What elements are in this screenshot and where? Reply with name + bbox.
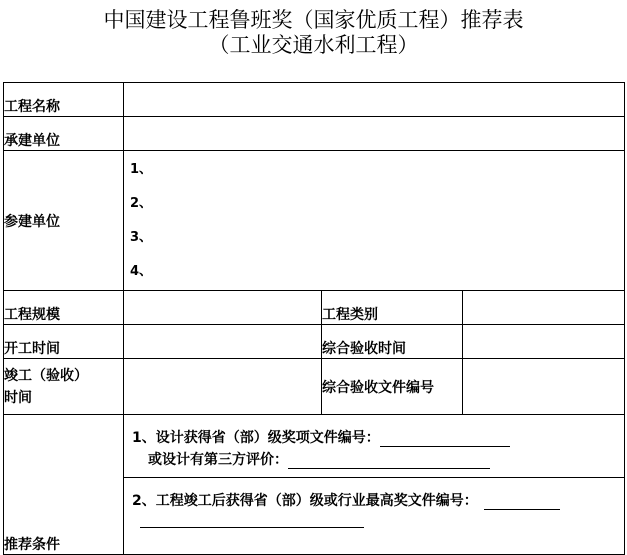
completion-label-line1: 竣工（验收）: [4, 367, 88, 384]
conditions-field: [124, 415, 625, 555]
condition-1-row: [124, 415, 624, 449]
condition-1-text: 1、设计获得省（部）级奖项文件编号：: [132, 430, 380, 446]
project-name-field[interactable]: [124, 83, 625, 117]
scale-field[interactable]: [124, 291, 322, 325]
page-subtitle: （工业交通水利工程）: [208, 33, 419, 57]
acceptance-time-label: 综合验收时间: [322, 325, 463, 359]
completion-label-line2: 时间: [4, 389, 32, 406]
start-time-field[interactable]: [124, 325, 322, 359]
project-name-label: 工程名称: [4, 83, 124, 117]
acceptance-time-field[interactable]: [463, 325, 625, 359]
condition-1b-row: [124, 449, 624, 471]
completion-time-field[interactable]: [124, 359, 322, 415]
condition-1b-blank[interactable]: [288, 454, 490, 469]
conditions-label: 推荐条件: [4, 415, 124, 555]
participant-item-4: 4、: [130, 263, 153, 279]
completion-time-label: [4, 359, 124, 415]
builder-field[interactable]: [124, 117, 625, 151]
acceptance-doc-field[interactable]: [463, 359, 625, 415]
participant-item-1: 1、: [130, 161, 153, 177]
participants-field[interactable]: [124, 151, 625, 291]
condition-2-text: 2、工程竣工后获得省（部）级或行业最高奖文件编号：: [132, 493, 478, 509]
acceptance-doc-label: 综合验收文件编号: [322, 359, 463, 415]
participants-label: 参建单位: [4, 151, 124, 291]
condition-2-row: [124, 478, 624, 512]
condition-2b-row: [124, 512, 624, 534]
category-label: 工程类别: [322, 291, 463, 325]
participant-item-3: 3、: [130, 229, 153, 245]
scale-label: 工程规模: [4, 291, 124, 325]
participant-item-2: 2、: [130, 195, 153, 211]
start-time-label: 开工时间: [4, 325, 124, 359]
condition-1b-text: 或设计有第三方评价：: [148, 452, 288, 468]
condition-2b-blank[interactable]: [140, 513, 364, 528]
category-field[interactable]: [463, 291, 625, 325]
builder-label: 承建单位: [4, 117, 124, 151]
recommendation-form: [3, 82, 625, 555]
page-title: 中国建设工程鲁班奖（国家优质工程）推荐表: [103, 8, 524, 32]
condition-1-block: [124, 415, 624, 478]
condition-2-blank[interactable]: [484, 495, 560, 510]
condition-1-blank[interactable]: [380, 432, 510, 447]
